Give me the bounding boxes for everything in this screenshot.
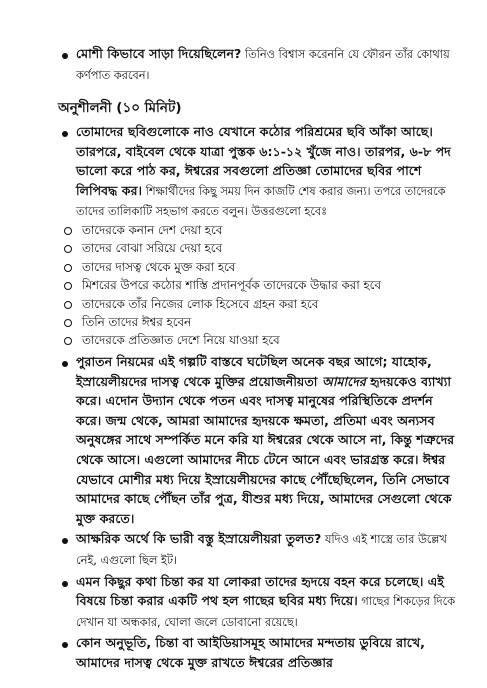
list-item bbox=[0, 572, 487, 633]
pattern-bold-2: হৃদয়কেও ব্যাখ্যা করে। এদোন উদ্যান থেকে পতন এবং দাসত্ব মানুষের পরিস্থিতিকে প্রদর্শন করে। জন্ম থেকে, আমরা আমাদের হৃদয়কে ক্ষমতা, প্রতিমা এবং অন্যসব অনুষঙ্গের সাথে সম্পর্কিত মনে করি যা ঈশ্বরের থেকে আসে না, কিন্তু শত্রুদের থেকে আসে। এগুলো আমাদের নীচে টেনে আনে এবং ভারগ্রস্ত করে। ঈশ্বর যেভাবে মোশীর মধ্য দিয়ে ইস্রায়েলীয়দের কাছে পৌঁছেছিলেন, তিনি সেভাবে আমাদের কাছে পৌঁছন তাঁর পুত্র, যীশুর মধ্য দিয়ে, আমাদের সেগুলো থেকে মুক্ত করতে। bbox=[76, 373, 455, 526]
answer-label: তাদের বোঝা সরিয়ে দেয়া হবে bbox=[82, 241, 223, 256]
bullet-icon bbox=[62, 131, 68, 137]
answer-text: তিনিও বিশ্বাস করেননি যে ফৌরন তাঁর কোথায় কর্ণপাত করবেন। bbox=[76, 48, 450, 82]
circle-bullet-icon bbox=[64, 245, 72, 253]
list-item bbox=[0, 352, 487, 528]
answer-item bbox=[0, 239, 487, 257]
circle-bullet-icon bbox=[64, 319, 72, 327]
list-item bbox=[0, 529, 487, 570]
answer-label: তাদেরকে প্রতিজ্ঞাত দেশে নিয়ে যাওয়া হবে bbox=[82, 333, 280, 348]
answer-item bbox=[0, 331, 487, 349]
section-heading: অনুশীলনী (১০ মিনিট) bbox=[58, 100, 182, 116]
instruction-text: শিক্ষার্থীদের কিছু সময় দিন কাজটি শেষ করার জন্য। তপরে তাদেরকে তাদের তালিকাটি সহভাগ করতে বলুন। উত্তরগুলো হবেঃ bbox=[76, 184, 446, 219]
list-item bbox=[0, 122, 487, 222]
thoughts-bold: এমন কিছুর কথা চিন্তা কর যা লোকরা তাদের হৃদয়ে বহন করে চলেছে। এই বিষয়ে চিন্তা করার একটি পথ হল গাছের ছবির মধ্য দিয়ে। bbox=[76, 573, 444, 609]
answer-item bbox=[0, 313, 487, 331]
answer-list bbox=[0, 221, 487, 350]
feelings-bold: কোন অনুভূতি, চিন্তা বা আইডিয়াসমূহ আমাদের মন্দতায় ডুবিয়ে রাখে, আমাদের দাসত্ব থেকে মুক্ত রাখতে ঈশ্বরের প্রতিজ্ঞার bbox=[76, 635, 425, 670]
answer-item bbox=[0, 258, 487, 276]
list-item bbox=[0, 44, 487, 85]
bullet-icon bbox=[62, 642, 68, 648]
question-bold: মোশী কিভাবে সাড়া দিয়েছিলেন? bbox=[76, 46, 242, 61]
bullet-icon bbox=[62, 53, 68, 59]
bullet-icon bbox=[62, 361, 68, 367]
bullet-icon bbox=[62, 581, 68, 587]
literal-answer: যদিও এই শাস্ত্রে তার উল্লেখ নেই, এগুলো ছিল ইট। bbox=[76, 533, 447, 567]
bullet-list-exercise bbox=[0, 122, 487, 222]
list-item bbox=[0, 633, 487, 672]
bullet-list-lower bbox=[0, 352, 487, 673]
answer-item bbox=[0, 295, 487, 313]
bullet-icon bbox=[62, 538, 68, 544]
answer-label: তাদেরকে কনান দেশ দেয়া হবে bbox=[82, 223, 223, 237]
circle-bullet-icon bbox=[64, 282, 72, 290]
answer-label: মিশরের উপরে কঠোর শাস্তি প্রদানপূর্বক তাদেরকে উদ্ধার করা হবে bbox=[82, 278, 381, 293]
pattern-bold-1: পুরাতন নিয়মের এই গল্পটি বাস্তবে ঘটেছিল অনেক বছর আগে; যাহোক, ইস্রায়েলীয়দের দাসত্ব থেকে মুক্তির প্রয়োজনীয়তা bbox=[76, 354, 432, 389]
literal-question: আক্ষরিক অর্থে কি ভারী বস্তু ইস্রায়েলীয়রা তুলত? bbox=[76, 531, 322, 547]
answer-item bbox=[0, 276, 487, 294]
answer-label: তাদের দাসত্ব থেকে মুক্ত করা হবে bbox=[82, 259, 236, 274]
thoughts-text: গাছের শিকড়ের দিকে দেখান যা অন্ধকার, ঘোলা জলে ডোবানো রয়েছে। bbox=[76, 595, 456, 629]
answer-label: তাদেরকে তাঁর নিজের লোক হিসেবে গ্রহন করা হবে bbox=[82, 296, 319, 311]
pattern-emphasis: আমাদের bbox=[321, 373, 366, 389]
answer-item bbox=[0, 221, 487, 239]
circle-bullet-icon bbox=[64, 227, 72, 235]
circle-bullet-icon bbox=[64, 301, 72, 309]
instruction-bold: তোমাদের ছবিগুলোকে নাও যেখানে কঠোর পরিশ্রমের ছবি আঁকা আছে। তারপরে, বাইবেল থেকে যাত্রা পুস্তক ৬:১-১২ খুঁজে নাও। তারপর, ৬-৮ পদ ভালো করে পাঠ কর, ঈশ্বরের সবগুলো প্রতিজ্ঞা তোমাদের ছবির পাশে লিপিবদ্ধ কর। bbox=[76, 124, 451, 198]
answer-label: তিনি তাদের ঈশ্বর হবেন bbox=[82, 315, 192, 330]
circle-bullet-icon bbox=[64, 337, 72, 345]
bullet-list-top bbox=[0, 44, 487, 85]
circle-bullet-icon bbox=[64, 264, 72, 272]
